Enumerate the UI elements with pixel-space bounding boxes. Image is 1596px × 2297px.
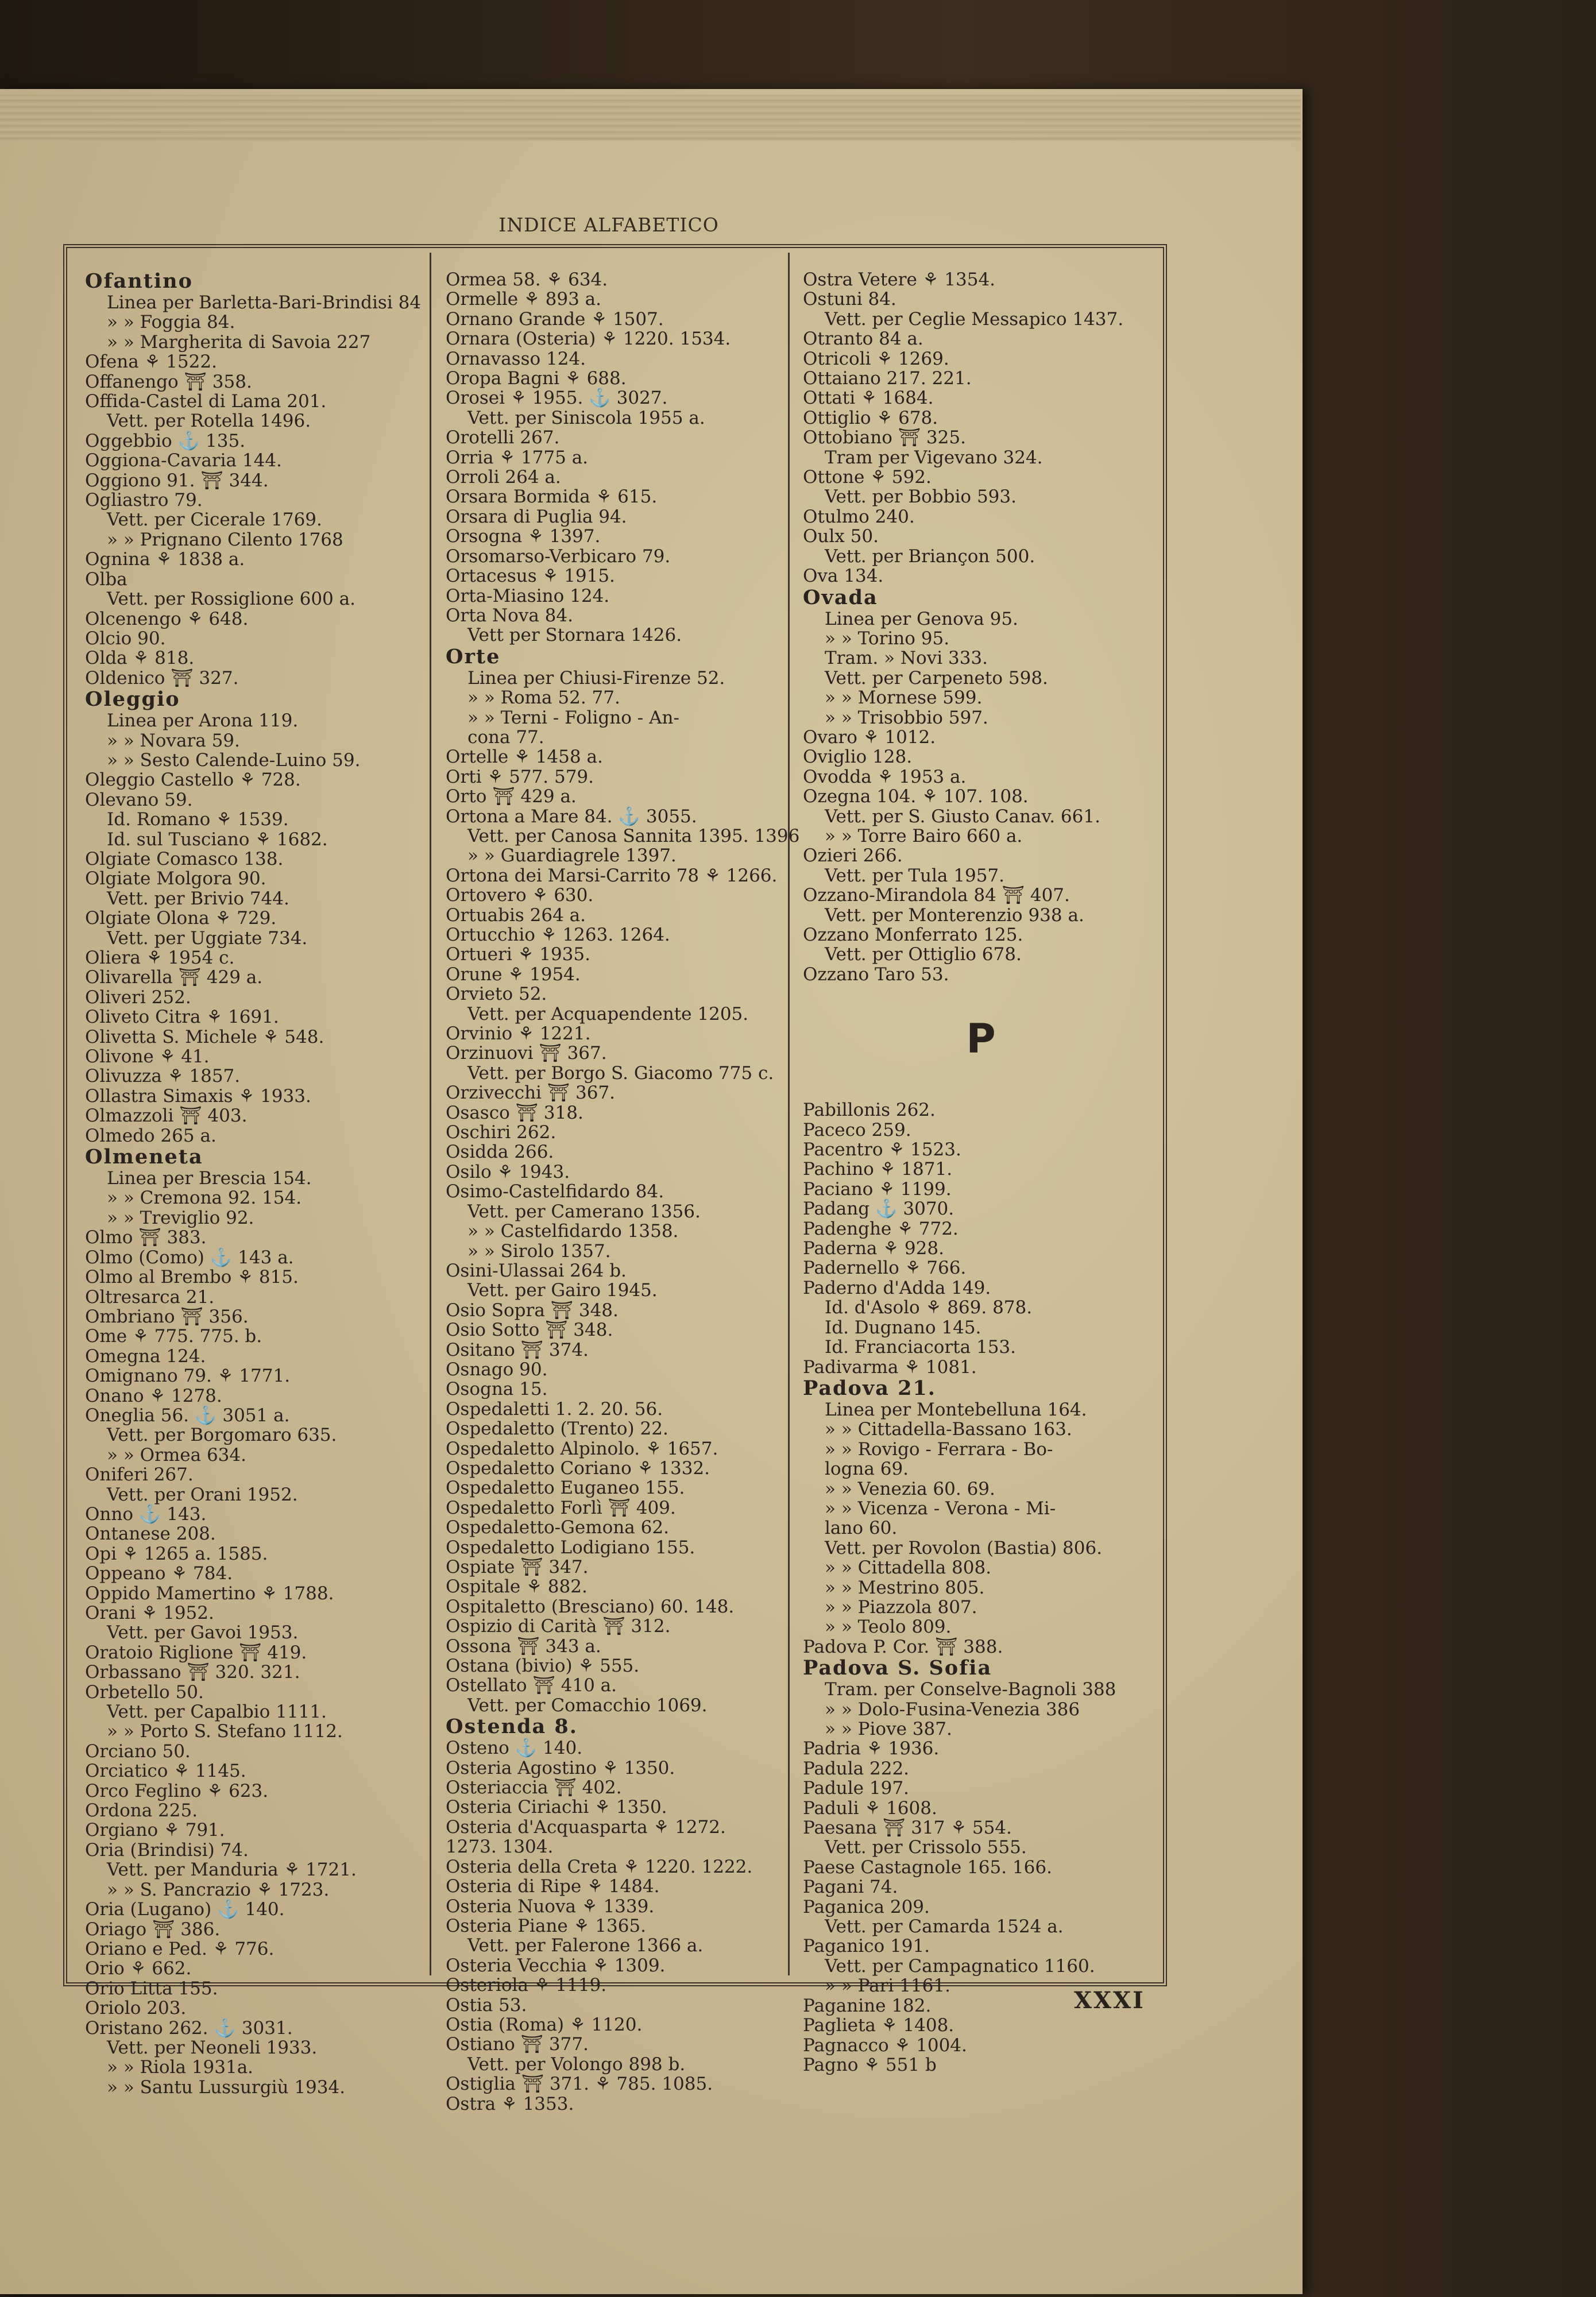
index-entry: Oviglio 128. xyxy=(803,747,913,768)
index-entry: Olmo ⛩ 383. xyxy=(85,1227,207,1248)
index-entry: Vett. per Cicerale 1769. xyxy=(107,509,322,531)
index-column-3 xyxy=(803,270,1159,2075)
index-entry: Ostana (bivio) ⚘ 555. xyxy=(446,1656,640,1677)
index-entry: Ospedaletto Coriano ⚘ 1332. xyxy=(446,1457,710,1479)
index-entry: Oria (Lugano) ⚓ 140. xyxy=(85,1899,285,1920)
index-entry: Vett. per Ceglie Messapico 1437. xyxy=(825,308,1124,330)
index-entry: Orroli 264 a. xyxy=(446,467,561,488)
index-entry: Orta Nova 84. xyxy=(446,605,573,626)
page-number: XXXI xyxy=(1074,1987,1145,2014)
index-entry: Vett. per Borgo S. Giacomo 775 c. xyxy=(467,1062,774,1084)
index-entry: » » Venezia 60. 69. xyxy=(825,1478,995,1499)
index-entry: » » Cittadella-Bassano 163. xyxy=(825,1419,1072,1440)
index-entry: Ollastra Simaxis ⚘ 1933. xyxy=(85,1085,311,1107)
index-entry: Osogna 15. xyxy=(446,1379,548,1400)
index-heading: Olmeneta xyxy=(85,1145,203,1169)
index-entry: » » Margherita di Savoia 227 xyxy=(107,331,371,353)
index-entry: Oropa Bagni ⚘ 688. xyxy=(446,368,627,389)
index-entry: Orciano 50. xyxy=(85,1741,191,1762)
index-entry: » » Cittadella 808. xyxy=(825,1557,992,1579)
index-entry: Vett. per Capalbio 1111. xyxy=(107,1702,327,1723)
index-entry: Olcio 90. xyxy=(85,628,166,649)
index-entry: Oulx 50. xyxy=(803,526,879,547)
index-entry: Osteriaccia ⛩ 402. xyxy=(446,1777,622,1799)
index-entry: Orsogna ⚘ 1397. xyxy=(446,526,601,547)
index-entry: Ortuabis 264 a. xyxy=(446,904,586,926)
index-entry: Osini-Ulassai 264 b. xyxy=(446,1260,627,1281)
index-entry: » » Dolo-Fusina-Venezia 386 xyxy=(825,1699,1080,1720)
index-entry: Osteria Piane ⚘ 1365. xyxy=(446,1915,647,1936)
index-entry: Padule 197. xyxy=(803,1778,909,1799)
index-entry: Ordona 225. xyxy=(85,1800,198,1822)
index-entry: Vett. per Borgomaro 635. xyxy=(107,1425,337,1446)
index-entry: Paciano ⚘ 1199. xyxy=(803,1178,952,1200)
index-entry: Ova 134. xyxy=(803,566,884,587)
index-entry: » » Porto S. Stefano 1112. xyxy=(107,1721,343,1742)
index-entry: Ortueri ⚘ 1935. xyxy=(446,944,590,965)
index-entry: Ostia 53. xyxy=(446,1994,527,2016)
index-entry: Ormelle ⚘ 893 a. xyxy=(446,289,602,310)
index-entry: » » Mestrino 805. xyxy=(825,1577,985,1598)
index-entry: Oppido Mamertino ⚘ 1788. xyxy=(85,1583,334,1604)
index-entry: Oratoio Riglione ⛩ 419. xyxy=(85,1642,307,1663)
index-entry: Ospedaletto (Trento) 22. xyxy=(446,1418,668,1440)
index-heading: Oleggio xyxy=(85,687,180,711)
index-entry: Orsara Bormida ⚘ 615. xyxy=(446,486,658,508)
index-entry: Vett. per Acquapendente 1205. xyxy=(467,1003,749,1024)
index-entry: lano 60. xyxy=(825,1518,898,1539)
index-entry: » » Terni - Foligno - An- xyxy=(467,707,679,728)
index-heading: Ovada xyxy=(803,585,878,609)
index-entry: Osteria della Creta ⚘ 1220. 1222. xyxy=(446,1856,753,1877)
index-entry: Osteria d'Acquasparta ⚘ 1272. xyxy=(446,1816,726,1838)
index-entry: Vett. per Falerone 1366 a. xyxy=(467,1935,704,1956)
index-entry: Pabillonis 262. xyxy=(803,1100,936,1121)
index-entry: Oriago ⛩ 386. xyxy=(85,1919,221,1940)
index-entry: Linea per Brescia 154. xyxy=(107,1168,312,1189)
index-entry: Orsomarso-Verbicaro 79. xyxy=(446,546,671,567)
index-entry: » » Piazzola 807. xyxy=(825,1596,977,1618)
index-entry: Vett. per Canosa Sannita 1395. 1396 xyxy=(467,825,800,846)
index-entry: Orzivecchi ⛩ 367. xyxy=(446,1082,616,1104)
index-entry: Olivone ⚘ 41. xyxy=(85,1046,210,1068)
index-entry: Ostra Vetere ⚘ 1354. xyxy=(803,269,996,290)
section-letter: P xyxy=(966,1015,996,1063)
index-entry: Orvieto 52. xyxy=(446,984,547,1005)
index-entry: Oleggio Castello ⚘ 728. xyxy=(85,769,301,791)
index-entry: Orune ⚘ 1954. xyxy=(446,964,581,985)
index-entry: Vett. per Bobbio 593. xyxy=(825,486,1017,508)
index-entry: Omignano 79. ⚘ 1771. xyxy=(85,1366,291,1387)
index-entry: Linea per Genova 95. xyxy=(825,608,1018,629)
index-entry: Paganico 191. xyxy=(803,1936,930,1957)
index-entry: Orotelli 267. xyxy=(446,427,560,448)
index-entry: Olmedo 265 a. xyxy=(85,1125,217,1146)
index-entry: Ortelle ⚘ 1458 a. xyxy=(446,747,603,768)
index-entry: Ositano ⛩ 374. xyxy=(446,1339,589,1360)
index-entry: Osasco ⛩ 318. xyxy=(446,1102,583,1123)
index-entry: » » Vicenza - Verona - Mi- xyxy=(825,1498,1056,1519)
index-entry: Vett. per Orani 1952. xyxy=(107,1484,298,1505)
index-entry: Ogliastro 79. xyxy=(85,490,203,511)
index-entry: Oniferi 267. xyxy=(85,1464,194,1486)
index-entry: Ornano Grande ⚘ 1507. xyxy=(446,308,664,330)
index-entry: Vett. per Neoneli 1933. xyxy=(107,2037,318,2058)
index-entry: Osnago 90. xyxy=(446,1359,548,1380)
index-entry: Ortacesus ⚘ 1915. xyxy=(446,566,615,587)
index-entry: Orta-Miasino 124. xyxy=(446,585,610,606)
index-entry: Osteria Vecchia ⚘ 1309. xyxy=(446,1955,666,1976)
index-entry: Paglieta ⚘ 1408. xyxy=(803,2015,954,2036)
index-entry: Vett. per Camerano 1356. xyxy=(467,1201,701,1222)
index-entry: » » Piove 387. xyxy=(825,1719,952,1739)
index-entry: Orbetello 50. xyxy=(85,1681,204,1703)
index-entry: Paese Castagnole 165. 166. xyxy=(803,1857,1052,1878)
index-entry: » » Prignano Cilento 1768 xyxy=(107,529,343,550)
index-heading: Ofantino xyxy=(85,269,193,293)
index-entry: Ospedaletto Forlì ⛩ 409. xyxy=(446,1497,676,1518)
index-entry: Padernello ⚘ 766. xyxy=(803,1258,967,1279)
index-entry: Ottobiano ⛩ 325. xyxy=(803,427,966,448)
index-entry: Ombriano ⛩ 356. xyxy=(85,1306,249,1327)
index-entry: Oliera ⚘ 1954 c. xyxy=(85,948,235,968)
index-entry: Orosei ⚘ 1955. ⚓ 3027. xyxy=(446,388,668,409)
index-entry: Oliveto Citra ⚘ 1691. xyxy=(85,1007,279,1028)
index-entry: Padria ⚘ 1936. xyxy=(803,1738,940,1760)
index-entry: Ostellato ⛩ 410 a. xyxy=(446,1675,617,1696)
index-entry: Ottaiano 217. 221. xyxy=(803,368,972,389)
index-entry: » » Pari 1161. xyxy=(825,1975,950,1997)
index-entry: Oltresarca 21. xyxy=(85,1286,215,1308)
index-entry: Oristano 262. ⚓ 3031. xyxy=(85,2017,293,2039)
index-entry: » » Torre Bairo 660 a. xyxy=(825,825,1023,846)
index-entry: Ornara (Osteria) ⚘ 1220. 1534. xyxy=(446,328,731,350)
index-entry: Vett. per Tula 1957. xyxy=(825,865,1005,886)
running-head: INDICE ALFABETICO xyxy=(498,214,719,236)
index-entry: Vett. per Gairo 1945. xyxy=(467,1280,658,1301)
page-edge-stack xyxy=(0,95,1301,141)
index-entry: Oneglia 56. ⚓ 3051 a. xyxy=(85,1405,290,1426)
index-entry: Tram. per Conselve-Bagnoli 388 xyxy=(825,1679,1116,1700)
index-entry: Ognina ⚘ 1838 a. xyxy=(85,549,245,570)
index-heading: Padova S. Sofia xyxy=(803,1656,992,1680)
index-entry: Oriano e Ped. ⚘ 776. xyxy=(85,1938,275,1959)
index-entry: Ospizio di Carità ⛩ 312. xyxy=(446,1616,671,1637)
index-entry: Ostiglia ⛩ 371. ⚘ 785. 1085. xyxy=(446,2074,713,2095)
index-entry: Ortona dei Marsi-Carrito 78 ⚘ 1266. xyxy=(446,865,778,886)
index-entry: Tram. » Novi 333. xyxy=(825,648,988,669)
index-entry: Ottiglio ⚘ 678. xyxy=(803,407,938,428)
index-entry: Oriolo 203. xyxy=(85,1998,187,2019)
index-entry: Olevano 59. xyxy=(85,789,193,810)
index-entry: Ospitaletto (Bresciano) 60. 148. xyxy=(446,1596,735,1617)
index-entry: Orbassano ⛩ 320. 321. xyxy=(85,1662,300,1683)
index-entry: » » Ormea 634. xyxy=(107,1444,246,1465)
index-entry: Olgiate Olona ⚘ 729. xyxy=(85,908,277,929)
index-entry: Osteno ⚓ 140. xyxy=(446,1738,583,1759)
index-entry: Ome ⚘ 775. 775. b. xyxy=(85,1326,262,1347)
index-entry: Linea per Arona 119. xyxy=(107,710,299,732)
index-heading: Ostenda 8. xyxy=(446,1715,578,1739)
index-entry: Ospedaletto Lodigiano 155. xyxy=(446,1537,695,1558)
index-entry: Osteriola ⚘ 1119. xyxy=(446,1975,607,1996)
index-entry: » » Sesto Calende-Luino 59. xyxy=(107,749,361,771)
index-entry: Vett. per Crissolo 555. xyxy=(825,1837,1027,1858)
index-entry: Ossona ⛩ 343 a. xyxy=(446,1635,601,1657)
index-entry: Olda ⚘ 818. xyxy=(85,648,195,669)
index-entry: Vett. per S. Giusto Canav. 661. xyxy=(825,806,1100,827)
index-entry: Ozegna 104. ⚘ 107. 108. xyxy=(803,786,1029,807)
index-entry: » » Torino 95. xyxy=(825,628,950,649)
index-entry: Padova P. Cor. ⛩ 388. xyxy=(803,1636,1003,1657)
index-entry: Oschiri 262. xyxy=(446,1122,557,1143)
index-entry: Linea per Barletta-Bari-Brindisi 84 xyxy=(107,292,422,313)
index-entry: Vett. per Campagnatico 1160. xyxy=(825,1955,1095,1977)
index-entry: Padula 222. xyxy=(803,1758,910,1779)
index-entry: Olivetta S. Michele ⚘ 548. xyxy=(85,1026,324,1047)
index-entry: Oggiona-Cavaria 144. xyxy=(85,450,282,471)
index-entry: Olivarella ⛩ 429 a. xyxy=(85,967,263,988)
index-column-2 xyxy=(446,270,802,2114)
index-entry: Olmo al Brembo ⚘ 815. xyxy=(85,1267,299,1288)
index-entry: Osteria di Ripe ⚘ 1484. xyxy=(446,1876,660,1897)
index-entry: Orvinio ⚘ 1221. xyxy=(446,1023,591,1045)
index-entry: Ospedaletto Alpinolo. ⚘ 1657. xyxy=(446,1438,718,1459)
index-entry: Oggiono 91. ⛩ 344. xyxy=(85,470,269,491)
index-entry: Ormea 58. ⚘ 634. xyxy=(446,269,608,290)
index-entry: Paderna ⚘ 928. xyxy=(803,1238,944,1259)
index-entry: » » Treviglio 92. xyxy=(107,1207,254,1228)
index-entry: Onano ⚘ 1278. xyxy=(85,1385,222,1406)
index-entry: Vett. per Uggiate 734. xyxy=(107,927,308,949)
index-entry: » » Cremona 92. 154. xyxy=(107,1188,302,1209)
index-entry: Paganine 182. xyxy=(803,1995,932,2016)
index-entry: Oppeano ⚘ 784. xyxy=(85,1563,233,1584)
index-entry: Osteria Agostino ⚘ 1350. xyxy=(446,1757,675,1778)
index-entry: Ontanese 208. xyxy=(85,1523,216,1545)
index-entry: » » Guardiagrele 1397. xyxy=(467,845,677,867)
index-entry: Orgiano ⚘ 791. xyxy=(85,1820,225,1841)
index-entry: » » Santu Lussurgiù 1934. xyxy=(107,2076,346,2098)
index-entry: » » Foggia 84. xyxy=(107,312,235,333)
index-entry: Olba xyxy=(85,569,127,590)
index-entry: » » Trisobbio 597. xyxy=(825,707,988,728)
index-entry: Oliveri 252. xyxy=(85,987,191,1008)
index-entry: Osio Sotto ⛩ 348. xyxy=(446,1320,613,1341)
index-entry: Vett. per Camarda 1524 a. xyxy=(825,1916,1064,1938)
index-entry: » » Castelfidardo 1358. xyxy=(467,1221,679,1242)
index-entry: Ozzano-Mirandola 84 ⛩ 407. xyxy=(803,885,1070,906)
index-entry: Oria (Brindisi) 74. xyxy=(85,1839,249,1861)
index-entry: Padang ⚓ 3070. xyxy=(803,1198,954,1220)
index-entry: Vett. per Brivio 744. xyxy=(107,888,289,909)
index-entry: Ofena ⚘ 1522. xyxy=(85,351,217,373)
index-entry: Offanengo ⛩ 358. xyxy=(85,371,252,392)
index-entry: Tram per Vigevano 324. xyxy=(825,447,1043,468)
index-entry: Ospitale ⚘ 882. xyxy=(446,1576,588,1598)
index-entry: Vett. per Monterenzio 938 a. xyxy=(825,904,1084,926)
index-entry: Ortovero ⚘ 630. xyxy=(446,885,594,906)
index-entry: Olmazzoli ⛩ 403. xyxy=(85,1105,248,1127)
index-entry: » » Teolo 809. xyxy=(825,1617,952,1638)
index-entry: Olivuzza ⚘ 1857. xyxy=(85,1066,241,1087)
index-entry: Ospiate ⛩ 347. xyxy=(446,1557,589,1577)
index-entry: Orti ⚘ 577. 579. xyxy=(446,766,594,787)
index-entry: Ornavasso 124. xyxy=(446,348,586,369)
index-entry: Oldenico ⛩ 327. xyxy=(85,667,239,689)
index-entry: Offida-Castel di Lama 201. xyxy=(85,391,327,412)
index-entry: Paduli ⚘ 1608. xyxy=(803,1797,937,1819)
index-entry: Id. d'Asolo ⚘ 869. 878. xyxy=(825,1297,1033,1318)
index-entry: Vett. per Rossiglione 600 a. xyxy=(107,589,355,610)
index-entry: cona 77. xyxy=(467,726,544,748)
index-entry: Orciatico ⚘ 1145. xyxy=(85,1761,246,1782)
index-entry: 1273. 1304. xyxy=(446,1836,554,1858)
index-entry: Ostuni 84. xyxy=(803,289,896,310)
index-entry: logna 69. xyxy=(825,1459,909,1480)
index-entry: Vett per Stornara 1426. xyxy=(467,625,682,646)
index-entry: Vett. per Comacchio 1069. xyxy=(467,1695,708,1716)
index-entry: Ospedaletto-Gemona 62. xyxy=(446,1517,669,1538)
index-entry: Opi ⚘ 1265 a. 1585. xyxy=(85,1543,268,1564)
index-entry: Orio ⚘ 662. xyxy=(85,1958,192,1979)
index-entry: » » Rovigo - Ferrara - Bo- xyxy=(825,1438,1053,1460)
index-heading: Padova 21. xyxy=(803,1376,936,1400)
index-entry: Linea per Montebelluna 164. xyxy=(825,1399,1087,1420)
index-entry: Ortucchio ⚘ 1263. 1264. xyxy=(446,925,670,945)
index-entry: Ospedaletti 1. 2. 20. 56. xyxy=(446,1398,663,1420)
index-entry: Id. sul Tusciano ⚘ 1682. xyxy=(107,829,328,850)
index-entry: Vett. per Gavoi 1953. xyxy=(107,1622,299,1644)
index-entry: » » Mornese 599. xyxy=(825,687,983,709)
index-entry: Paganica 209. xyxy=(803,1896,930,1917)
index-entry: Vett. per Carpeneto 598. xyxy=(825,667,1048,689)
index-entry: » » S. Pancrazio ⚘ 1723. xyxy=(107,1879,330,1900)
index-entry: Linea per Chiusi-Firenze 52. xyxy=(467,667,725,689)
index-entry: Ovaro ⚘ 1012. xyxy=(803,726,936,748)
index-entry: » » Novara 59. xyxy=(107,730,240,751)
index-entry: Vett. per Manduria ⚘ 1721. xyxy=(107,1859,357,1881)
index-entry: Ovodda ⚘ 1953 a. xyxy=(803,766,967,787)
index-entry: Ozieri 266. xyxy=(803,845,903,867)
index-entry: Orco Feglino ⚘ 623. xyxy=(85,1780,269,1801)
index-entry: Onno ⚓ 143. xyxy=(85,1503,207,1525)
index-entry: Padivarma ⚘ 1081. xyxy=(803,1356,977,1378)
index-entry: Ortona a Mare 84. ⚓ 3055. xyxy=(446,806,697,827)
index-entry: Ozzano Taro 53. xyxy=(803,964,949,985)
index-entry: Ostia (Roma) ⚘ 1120. xyxy=(446,2014,643,2035)
index-entry: Otranto 84 a. xyxy=(803,328,923,350)
index-entry: Vett. per Siniscola 1955 a. xyxy=(467,407,705,428)
index-heading: Orte xyxy=(446,644,501,668)
index-entry: Oggebbio ⚓ 135. xyxy=(85,430,246,451)
index-entry: Olgiate Comasco 138. xyxy=(85,848,284,869)
index-entry: Orzinuovi ⛩ 367. xyxy=(446,1043,607,1064)
index-entry: Osteria Ciriachi ⚘ 1350. xyxy=(446,1797,667,1818)
index-entry: Ottone ⚘ 592. xyxy=(803,467,932,488)
index-entry: Vett. per Ottiglio 678. xyxy=(825,944,1022,965)
index-entry: » » Sirolo 1357. xyxy=(467,1240,611,1262)
index-entry: Orani ⚘ 1952. xyxy=(85,1603,214,1623)
index-entry: Olgiate Molgora 90. xyxy=(85,868,266,890)
index-entry: Otricoli ⚘ 1269. xyxy=(803,348,949,369)
index-entry: Ottati ⚘ 1684. xyxy=(803,388,934,409)
index-entry: Paderno d'Adda 149. xyxy=(803,1277,991,1298)
index-entry: Ospedaletto Euganeo 155. xyxy=(446,1478,685,1499)
index-entry: Orsara di Puglia 94. xyxy=(446,506,627,527)
index-entry: Pagani 74. xyxy=(803,1877,898,1898)
index-entry: Ostiano ⛩ 377. xyxy=(446,2034,589,2055)
index-entry: Omegna 124. xyxy=(85,1345,206,1367)
index-entry: Orto ⛩ 429 a. xyxy=(446,786,577,807)
index-entry: Ozzano Monferrato 125. xyxy=(803,925,1023,945)
index-entry: Osilo ⚘ 1943. xyxy=(446,1161,570,1182)
index-entry: » » Roma 52. 77. xyxy=(467,687,620,709)
index-entry: Vett. per Rotella 1496. xyxy=(107,411,311,432)
index-entry: Orria ⚘ 1775 a. xyxy=(446,447,589,468)
index-column-1 xyxy=(85,270,441,2097)
index-entry: Osidda 266. xyxy=(446,1142,554,1163)
index-entry: Padenghe ⚘ 772. xyxy=(803,1218,959,1239)
index-entry: Id. Franciacorta 153. xyxy=(825,1337,1016,1358)
index-entry: Ostra ⚘ 1353. xyxy=(446,2093,574,2114)
index-entry: Id. Romano ⚘ 1539. xyxy=(107,809,289,830)
index-entry: Otulmo 240. xyxy=(803,506,915,527)
index-entry: Vett. per Rovolon (Bastia) 806. xyxy=(825,1537,1103,1559)
index-entry: Orio Litta 155. xyxy=(85,1978,218,1999)
index-entry: Olcenengo ⚘ 648. xyxy=(85,608,249,629)
index-entry: Vett. per Volongo 898 b. xyxy=(467,2054,686,2075)
index-entry: Pacentro ⚘ 1523. xyxy=(803,1139,961,1161)
index-entry: Osio Sopra ⛩ 348. xyxy=(446,1300,619,1321)
index-entry: Olmo (Como) ⚓ 143 a. xyxy=(85,1247,294,1268)
index-entry: Vett. per Briançon 500. xyxy=(825,546,1035,567)
index-entry: Pagnacco ⚘ 1004. xyxy=(803,2035,967,2056)
index-entry: » » Riola 1931a. xyxy=(107,2057,254,2078)
index-entry: Osimo-Castelfidardo 84. xyxy=(446,1181,664,1202)
index-entry: Paceco 259. xyxy=(803,1119,911,1140)
index-entry: Pachino ⚘ 1871. xyxy=(803,1159,953,1180)
index-entry: Id. Dugnano 145. xyxy=(825,1317,981,1338)
index-entry: Paesana ⛩ 317 ⚘ 554. xyxy=(803,1818,1012,1839)
index-entry: Osteria Nuova ⚘ 1339. xyxy=(446,1896,655,1917)
index-entry: Pagno ⚘ 551 b xyxy=(803,2054,937,2075)
